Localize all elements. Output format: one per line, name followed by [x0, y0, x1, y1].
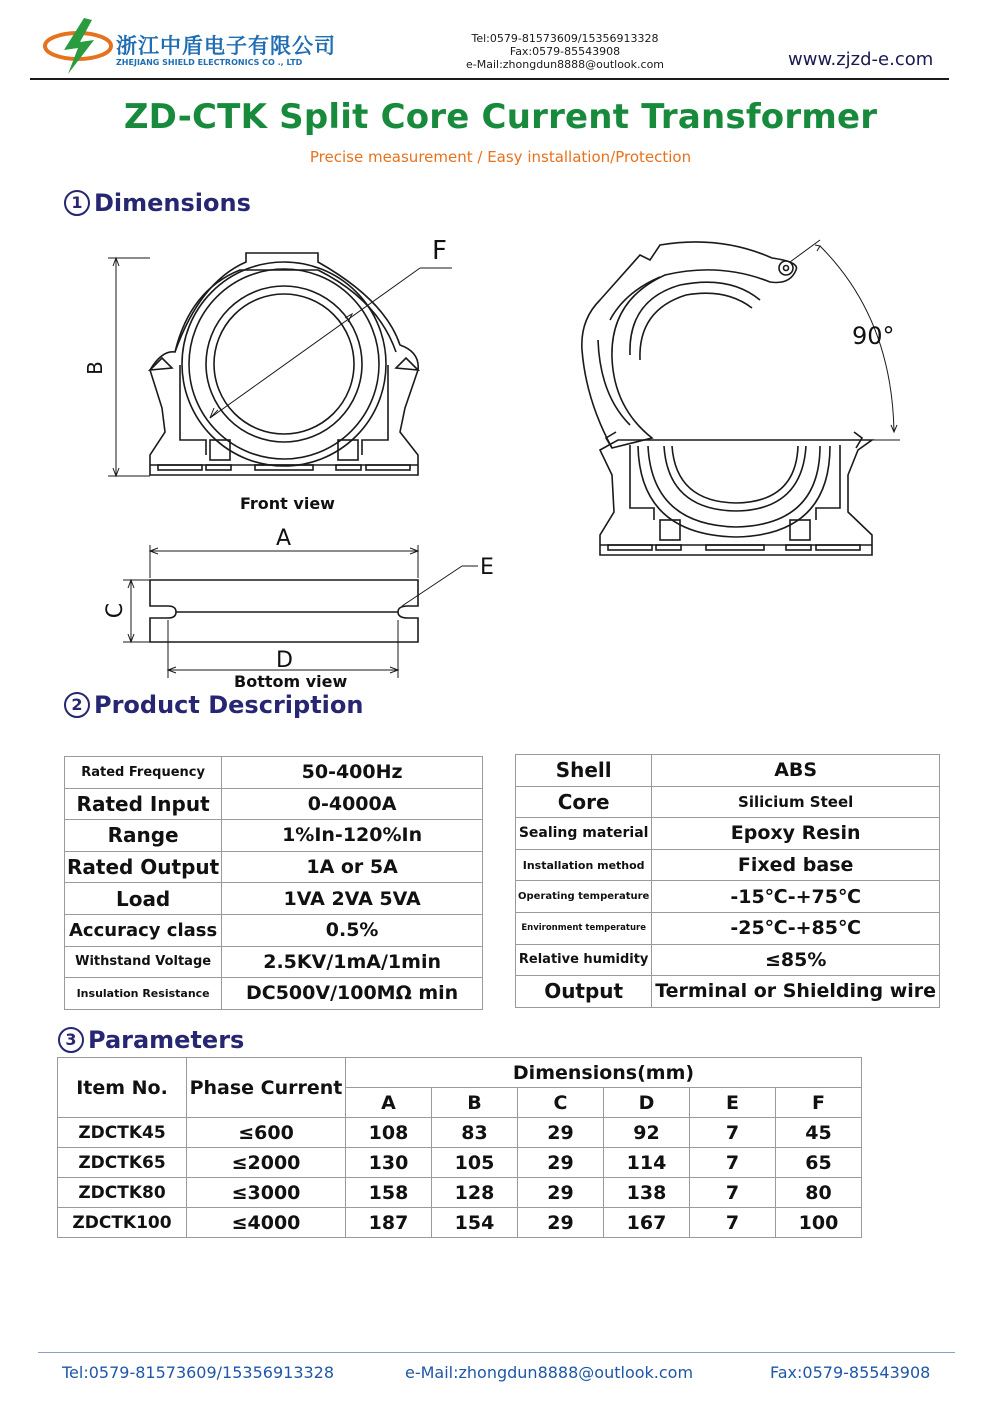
section-label: Parameters	[88, 1026, 245, 1054]
header-email: e-Mail:zhongdun8888@outlook.com	[465, 58, 665, 71]
spec-table-left	[64, 756, 483, 1010]
cell-dim: 83	[432, 1118, 518, 1148]
dim-label-f: F	[432, 236, 447, 266]
footer-fax: Fax:0579-85543908	[770, 1363, 931, 1382]
section-description-heading	[64, 691, 363, 719]
angle-label: 90°	[852, 322, 895, 350]
header-tel: Tel:0579-81573609/15356913328	[471, 32, 659, 45]
cell-dim: 128	[432, 1178, 518, 1208]
cell-dim: 45	[776, 1118, 862, 1148]
spec-key: Rated Frequency	[65, 757, 222, 789]
spec-value: Terminal or Shielding wire	[652, 976, 940, 1008]
table-row	[516, 849, 940, 881]
spec-value: 2.5KV/1mA/1min	[222, 946, 483, 978]
table-row	[516, 818, 940, 850]
footer-tel: Tel:0579-81573609/15356913328	[62, 1363, 335, 1382]
cell-dim: 7	[690, 1208, 776, 1238]
cell-dim: 92	[604, 1118, 690, 1148]
table-row	[65, 788, 483, 820]
cell-item: ZDCTK45	[58, 1118, 187, 1148]
table-row	[65, 914, 483, 946]
cell-phase: ≤600	[187, 1118, 346, 1148]
header-dim-c: C	[518, 1088, 604, 1118]
table-row	[516, 912, 940, 944]
table-row	[58, 1148, 862, 1178]
table-row	[58, 1118, 862, 1148]
spec-value: Epoxy Resin	[652, 818, 940, 850]
spec-key: Sealing material	[516, 818, 652, 850]
spec-key: Withstand Voltage	[65, 946, 222, 978]
cell-dim: 100	[776, 1208, 862, 1238]
dimension-drawings	[0, 0, 1001, 700]
spec-key: Environment temperature	[516, 912, 652, 944]
spec-value: 1A or 5A	[222, 851, 483, 883]
cell-dim: 29	[518, 1148, 604, 1178]
cell-dim: 138	[604, 1178, 690, 1208]
spec-table-right	[515, 754, 940, 1008]
spec-value: 0.5%	[222, 914, 483, 946]
spec-key: Shell	[516, 755, 652, 787]
section-label: Product Description	[94, 691, 364, 719]
table-row	[65, 883, 483, 915]
table-row	[65, 820, 483, 852]
spec-value: ≤85%	[652, 944, 940, 976]
table-row	[516, 786, 940, 818]
bottom-view-label: Bottom view	[234, 672, 348, 691]
spec-key: Installation method	[516, 849, 652, 881]
table-row	[58, 1178, 862, 1208]
spec-value: -25℃-+85℃	[652, 912, 940, 944]
table-row	[65, 946, 483, 978]
cell-dim: 108	[346, 1118, 432, 1148]
header-dimensions: Dimensions(mm)	[346, 1058, 862, 1088]
footer-divider	[38, 1352, 955, 1353]
section-label: Dimensions	[94, 189, 251, 217]
spec-value: -15℃-+75℃	[652, 881, 940, 913]
table-row	[516, 881, 940, 913]
table-row	[516, 976, 940, 1008]
spec-value: 1VA 2VA 5VA	[222, 883, 483, 915]
cell-dim: 167	[604, 1208, 690, 1238]
header-dim-d: D	[604, 1088, 690, 1118]
spec-key: Core	[516, 786, 652, 818]
dim-label-e: E	[480, 555, 494, 580]
section-number-badge: 2	[64, 692, 90, 718]
parameters-table	[57, 1057, 862, 1238]
header-dim-e: E	[690, 1088, 776, 1118]
cell-dim: 29	[518, 1118, 604, 1148]
cell-dim: 114	[604, 1148, 690, 1178]
cell-dim: 80	[776, 1178, 862, 1208]
header-dim-f: F	[776, 1088, 862, 1118]
header-website: www.zjzd-e.com	[788, 49, 934, 70]
header-item-no: Item No.	[58, 1058, 187, 1118]
table-row	[65, 978, 483, 1010]
cell-dim: 154	[432, 1208, 518, 1238]
spec-value: 1%In-120%In	[222, 820, 483, 852]
section-number-badge: 3	[58, 1027, 84, 1053]
spec-key: Accuracy class	[65, 914, 222, 946]
spec-key: Rated Input	[65, 788, 222, 820]
dim-label-d: D	[276, 648, 293, 673]
footer-email: e-Mail:zhongdun8888@outlook.com	[405, 1363, 694, 1382]
dim-label-b: B	[82, 361, 107, 375]
cell-dim: 158	[346, 1178, 432, 1208]
cell-dim: 29	[518, 1178, 604, 1208]
table-row	[65, 757, 483, 789]
spec-value: Fixed base	[652, 849, 940, 881]
header-dim-b: B	[432, 1088, 518, 1118]
cell-dim: 130	[346, 1148, 432, 1178]
table-header-row	[58, 1058, 862, 1088]
header-phase-current: Phase Current	[187, 1058, 346, 1118]
header-dim-a: A	[346, 1088, 432, 1118]
table-row	[58, 1208, 862, 1238]
header-fax: Fax:0579-85543908	[509, 45, 621, 58]
cell-phase: ≤4000	[187, 1208, 346, 1238]
spec-key: Rated Output	[65, 851, 222, 883]
section-parameters-heading	[58, 1026, 244, 1054]
cell-dim: 187	[346, 1208, 432, 1238]
cell-phase: ≤2000	[187, 1148, 346, 1178]
spec-key: Insulation Resistance	[65, 978, 222, 1010]
table-row	[516, 755, 940, 787]
spec-value: Silicium Steel	[652, 786, 940, 818]
front-view-label: Front view	[240, 494, 335, 513]
table-row	[65, 851, 483, 883]
spec-key: Operating temperature	[516, 881, 652, 913]
bottom-view-drawing	[150, 580, 418, 642]
company-name-cn: 浙江中盾电子有限公司	[116, 34, 336, 58]
spec-value: ABS	[652, 755, 940, 787]
cell-item: ZDCTK65	[58, 1148, 187, 1178]
cell-dim: 7	[690, 1118, 776, 1148]
open-view-drawing	[582, 242, 872, 555]
cell-dim: 65	[776, 1148, 862, 1178]
cell-dim: 7	[690, 1178, 776, 1208]
cell-item: ZDCTK80	[58, 1178, 187, 1208]
cell-dim: 29	[518, 1208, 604, 1238]
cell-item: ZDCTK100	[58, 1208, 187, 1238]
spec-value: 50-400Hz	[222, 757, 483, 789]
dim-label-a: A	[276, 526, 292, 551]
company-name-en: ZHEJIANG SHIELD ELECTRONICS CO ., LTD	[116, 58, 303, 67]
spec-value: 0-4000A	[222, 788, 483, 820]
cell-dim: 7	[690, 1148, 776, 1178]
spec-key: Load	[65, 883, 222, 915]
cell-dim: 105	[432, 1148, 518, 1178]
spec-key: Range	[65, 820, 222, 852]
cell-phase: ≤3000	[187, 1178, 346, 1208]
dim-label-c: C	[103, 602, 129, 619]
page-title: ZD-CTK Split Core Current Transformer	[123, 97, 878, 137]
spec-key: Output	[516, 976, 652, 1008]
section-number-badge: 1	[64, 190, 90, 216]
page-subtitle: Precise measurement / Easy installation/Protection	[309, 148, 692, 166]
front-view-drawing	[150, 253, 418, 475]
spec-value: DC500V/100MΩ min	[222, 978, 483, 1010]
table-row	[516, 944, 940, 976]
spec-key: Relative humidity	[516, 944, 652, 976]
